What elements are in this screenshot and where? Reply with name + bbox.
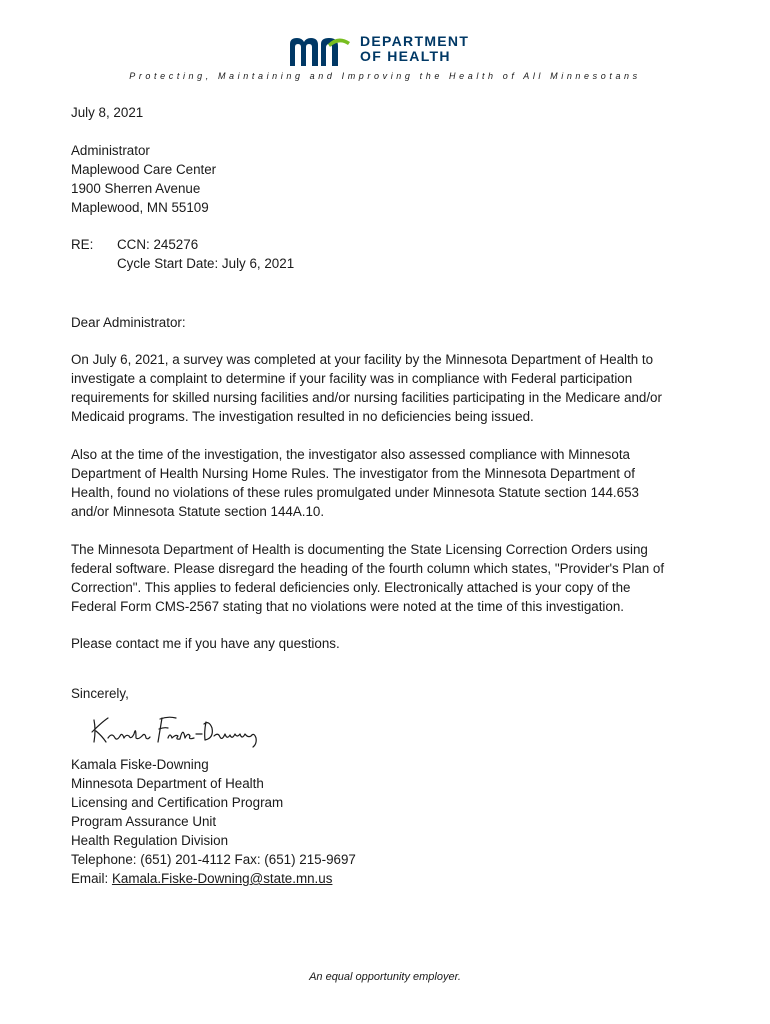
re-label: RE: bbox=[71, 237, 94, 252]
re-lines bbox=[117, 235, 294, 273]
recipient-line: Maplewood, MN 55109 bbox=[71, 200, 209, 215]
signer-name: Kamala Fiske-Downing bbox=[71, 757, 209, 772]
paragraph-line: Federal Form CMS-2567 stating that no violations were noted at the time of this investigation. bbox=[71, 599, 625, 614]
signer-email-line bbox=[71, 869, 701, 888]
paragraph-line: Also at the time of the investigation, the investigator also assessed compliance with Minnesota bbox=[71, 447, 630, 462]
recipient-line: Administrator bbox=[71, 143, 150, 158]
contact-line: Please contact me if you have any questions. bbox=[71, 636, 340, 651]
paragraph-line: Medicaid programs. The investigation resulted in no deficiencies being issued. bbox=[71, 409, 534, 424]
signer-division: Health Regulation Division bbox=[71, 833, 229, 848]
logo-line-department: DEPARTMENT bbox=[360, 33, 470, 49]
paragraph-line: and/or Minnesota Statute section 144A.10. bbox=[71, 504, 325, 519]
signer-unit: Program Assurance Unit bbox=[71, 814, 217, 829]
paragraph-line: investigate a complaint to determine if your facility was in compliance with Federal participation bbox=[71, 371, 633, 386]
recipient-line: 1900 Sherren Avenue bbox=[71, 181, 201, 196]
recipient-line: Maplewood Care Center bbox=[71, 162, 217, 177]
re-line-cycle-date: Cycle Start Date: July 6, 2021 bbox=[117, 256, 295, 271]
recipient-address bbox=[71, 141, 701, 217]
salutation: Dear Administrator: bbox=[71, 315, 186, 330]
mn-logo-mark bbox=[288, 36, 352, 66]
signer-program: Licensing and Certification Program bbox=[71, 795, 284, 810]
paragraph-correction-orders bbox=[71, 540, 701, 616]
email-prefix: Email: bbox=[71, 871, 112, 886]
paragraph-line: Correction". This applies to federal deficiencies only. Electronically attached is your copy of the bbox=[71, 580, 631, 595]
logo-text bbox=[360, 34, 469, 64]
closing: Sincerely, bbox=[71, 686, 129, 701]
paragraph-line: The Minnesota Department of Health is documenting the State Licensing Correction Orders using bbox=[71, 542, 648, 557]
email-link[interactable]: Kamala.Fiske-Downing@state.mn.us bbox=[111, 871, 333, 886]
signer-block bbox=[71, 755, 701, 888]
paragraph-line: Health, found no violations of these rules promulgated under Minnesota Statute section 144.653 bbox=[71, 485, 639, 500]
paragraph-survey bbox=[71, 350, 701, 426]
handwritten-signature bbox=[88, 712, 268, 750]
logo-line-of-health: OF HEALTH bbox=[360, 48, 451, 64]
tagline: Protecting, Maintaining and Improving the Health of All Minnesotans bbox=[129, 71, 641, 81]
paragraph-line: federal software. Please disregard the heading of the fourth column which states, "Provider's Plan of bbox=[71, 561, 665, 576]
letter-date: July 8, 2021 bbox=[71, 105, 144, 120]
paragraph-state-rules bbox=[71, 445, 701, 521]
re-line-ccn: CCN: 245276 bbox=[117, 237, 199, 252]
footer-equal-opportunity: An equal opportunity employer. bbox=[309, 971, 461, 983]
paragraph-line: requirements for skilled nursing facilities and/or nursing facilities participating in the Medicare and/or bbox=[71, 390, 662, 405]
signer-phone-fax: Telephone: (651) 201-4112 Fax: (651) 215-9697 bbox=[71, 852, 356, 867]
paragraph-line: On July 6, 2021, a survey was completed at your facility by the Minnesota Department of Health to bbox=[71, 352, 654, 367]
signer-organization: Minnesota Department of Health bbox=[71, 776, 264, 791]
paragraph-line: Department of Health Nursing Home Rules. The investigator from the Minnesota Department of bbox=[71, 466, 635, 481]
mdh-logo bbox=[288, 32, 488, 68]
